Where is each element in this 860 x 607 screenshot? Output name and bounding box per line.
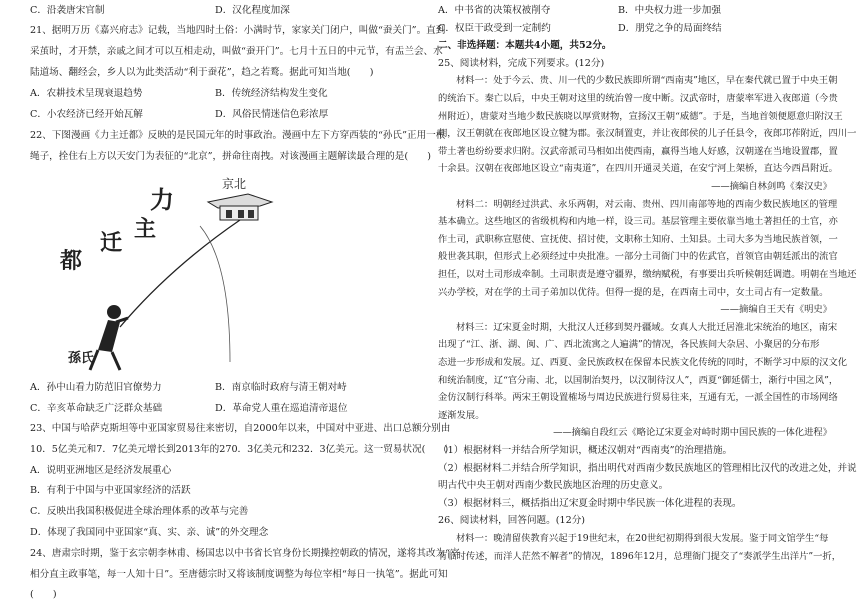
q24-option-d: D．朋党之争的局面终结	[618, 22, 722, 34]
q20-option-c: C．沿袭唐宋官制	[30, 5, 105, 16]
q24-text-line1: 24、唐肃宗时期，鉴于玄宗朝李林甫、杨国忠以中书省长官身份长期操控朝政的情况，遂将其改为“宰	[30, 548, 460, 559]
q24-option-b: B．中央权力进一步加强	[618, 5, 721, 16]
q21-text-line2: 采茧时，才开禁，亲戚之间才可以互相走动，叫做“蚕开门”。七月十五日的中元节，有盂兰会、水	[30, 46, 443, 57]
q23-option-a: A．说明亚洲地区是经济发展重心	[30, 465, 172, 476]
cartoon-char-du: 都	[60, 248, 83, 274]
q23-option-c: C．反映出我国积极促进全球治理体系的改革与完善	[30, 506, 249, 517]
q25-material2-line3: 作土司，武职称宣慰使、宣抚使、招讨使，文职称土知府、土知县。土司大多为当地民族首领，一	[438, 233, 838, 245]
q20-option-d: D．汉化程度加深	[215, 5, 290, 16]
q25-material2-source: ——摘编自王天有《明史》	[720, 304, 832, 316]
q24-text-line2: 相分直主政事笔，每一人知十日”。至唐德宗时又将该制度调整为每位宰相“每日一执笔”。据此可知	[30, 569, 448, 580]
q24-answer-blank: ( )	[30, 589, 57, 600]
q22-option-d: D．革命党人重在巡追清帝退位	[215, 403, 348, 414]
q25-material3-source: ——摘编自段红云《略论辽宋夏金对峙时期中国民族的一体化进程》	[553, 427, 832, 439]
cartoon-force-capital-move	[50, 172, 280, 377]
q25-material1-line4: 朝，汉王朝就在夜郎地区设立犍为郡。张汉制置吏，并让夜郎侯的儿子任县令，夜郎邛莋附近，四川一	[438, 128, 857, 140]
cartoon-label-sun: 孫氏	[68, 351, 95, 366]
cartoon-label-jingbei: 京北	[222, 177, 247, 191]
q26-heading: 26、阅读材料，回答问题。(12分)	[438, 515, 586, 527]
q25-material1-line3: 州附近），唐蒙对当地少数民族晓以厚赏财物，宣扬汉王朝“威德”。于是，当地首领便愿意归附汉王	[438, 110, 843, 122]
q25-material1-line6: 十余县。汉朝在夜郎地区设立“南夷道”，在四川开通灵关道，在安宁河上架桥，直达今西昌附近。	[438, 163, 838, 175]
q25-subquestion-1: （1）根据材料一并结合所学知识，概述汉朝对“西南夷”的治理措施。	[438, 445, 733, 456]
q25-material2-line4: 般世袭其职，但形式上必须经过中央批准。一部分土司衙门中的佐武官，首领官由朝廷派出的流官	[438, 251, 838, 263]
q25-material3-line4: 和统治制度，辽“官分南、北，以国制治契丹，以汉制待汉人”，西夏“御延儒士，渐行中国之风”，	[438, 374, 839, 386]
q23-text-line1: 23、中国与哈萨克斯坦等中亚国家贸易往来密切，自2000年以来，中国对中亚进、出口总额分别由	[30, 423, 451, 434]
q21-option-c: C．小农经济已经开始瓦解	[30, 109, 143, 120]
cartoon-char-li: 力	[150, 185, 174, 214]
q26-material1-line1: 材料一：晚清留侠教育兴起于19世纪末，在20世纪初期得到很大发展。鉴于同文馆学生“每	[456, 533, 829, 544]
q25-material2-line1: 材料二：明朝经过洪武、永乐两朝，对云南、贵州、四川南部等地的西南少数民族地区的管理	[456, 198, 838, 210]
q25-material1-line1: 材料一：处于今云、贵、川一代的少数民族即所谓“西南夷”地区，早在秦代就已置于中央王朝	[456, 75, 838, 87]
q25-material2-line2: 基本确立。这些地区的省级机构和内地一样，设三司。基层管理主要依靠当地土著担任的土官，亦	[438, 216, 838, 228]
q22-text-line2: 绳子，拴住右上方以天安门为表征的“北京”，拼命往南拽。对该漫画主题解读最合理的是( )	[30, 151, 432, 162]
q25-material2-line6: 兴办学校，对在学的土司子弟加以优待。但得一提的是，在西南土司中，女土司占有一定数量。	[438, 286, 829, 298]
q21-text-line1: 21、据明万历《嘉兴府志》记载，当地四时土俗：小满时节，家家关门闭户，叫做“蚕关门”。直到	[30, 25, 446, 36]
sun-figure	[90, 305, 128, 370]
q21-option-b: B．传统经济结构发生变化	[215, 88, 328, 99]
q26-material1-line2: 有临时传述，而洋人茫然不解者”的情况，1896年12月，总理衙门提交了“奏派学生出洋片”一折，	[438, 550, 842, 562]
q25-material3-line1: 材料三：辽宋夏金时期，大批汉人迁移到契丹疆域。女真人大批迁居淮北宋统治的地区，南宋	[456, 321, 838, 333]
q23-option-b: B．有利于中国与中亚国家经济的活跃	[30, 485, 191, 496]
q23-option-d: D．体现了我国同中亚国家“真、实、亲、诚”的外交理念	[30, 527, 269, 538]
q25-subquestion-2-line2: 明古代中央王朝对西南少数民族地区治理的历史意义。	[438, 480, 669, 492]
q25-subquestion-2-line1: （2）根据材料二并结合所学知识，指出明代对西南少数民族地区的管理相比汉代的改进之处，并说	[438, 462, 857, 474]
q25-material3-line2: 出现了“江、浙、湖、闽、广、西北流寓之人遍满”的情况，各民族间大杂居、小聚居的分布形	[438, 339, 820, 351]
section-heading-non-choice: 二、非选择题：本题共4小题，共52分。	[438, 40, 612, 52]
cartoon-char-qian: 迁	[100, 230, 123, 256]
q21-option-a: A．农耕技术呈现衰退趋势	[30, 88, 143, 99]
q25-material1-line2: 的统治下。秦亡以后，中央王朝对这里的统治曾一度中断。汉武帝时，唐蒙率军进入夜郎道（今贵	[438, 93, 838, 104]
q25-material1-line5: 带土著也纷纷要求归附。汉武帝派司马相如出使西南，赢得当地人好感，汉朝遂在当地设置郡，置	[438, 145, 838, 157]
q25-material2-line5: 担任，以对土司形成牵制。土司职责是遵守疆界，缴纳赋税，有事要出兵听候朝廷调遣。明朝在当地还	[438, 269, 857, 280]
q24-option-a: A．中书省的决策权被削夺	[438, 5, 551, 16]
q21-option-d: D．风俗民情迷信色彩浓厚	[215, 109, 329, 120]
q25-material3-line3: 态进一步形成和发展。辽、西夏、金民族政权在保留本民族文化传统的同时，不断学习中原的汉文化	[438, 357, 848, 368]
q25-material1-source: ——摘编自林剑鸣《秦汉史》	[711, 181, 832, 192]
q23-text-line2: 10．5亿美元和7．7亿美元增长到2013年的270．3亿美元和232．3亿美元。这一贸易状况( )	[30, 444, 449, 455]
q25-subquestion-3: （3）根据材料三，概括指出辽宋夏金时期中华民族一体化进程的表现。	[438, 497, 742, 509]
q21-text-line3: 陆道场、翻经会，乡人以为此类活动“利于蚕花”，趋之若鹜。据此可知当地( )	[30, 67, 374, 78]
q22-option-b: B．南京临时政府与清王朝对峙	[215, 382, 347, 393]
q25-material3-line5: 金仿汉制行科举。两宋王朝设置榷场与周边民族进行贸易往来，互通有无，一派全国性的市场网络	[438, 392, 838, 404]
cartoon-char-zhu: 主	[134, 216, 157, 242]
tiananmen-building	[208, 194, 272, 220]
q25-heading: 25、阅读材料，完成下列要求。(12分)	[438, 57, 605, 69]
q22-option-a: A．孙中山看力防范旧官僚势力	[30, 382, 162, 393]
q22-text-line1: 22、下图漫画《力主迁都》反映的是民国元年的时事政治。漫画中左下方穿西装的“孙氏”正用一根	[30, 130, 446, 141]
q25-material3-line6: 逐渐发展。	[438, 409, 485, 421]
q24-option-c: C．权臣干政受到一定制约	[438, 22, 551, 34]
q22-option-c: C．辛亥革命缺乏广泛群众基础	[30, 403, 163, 414]
